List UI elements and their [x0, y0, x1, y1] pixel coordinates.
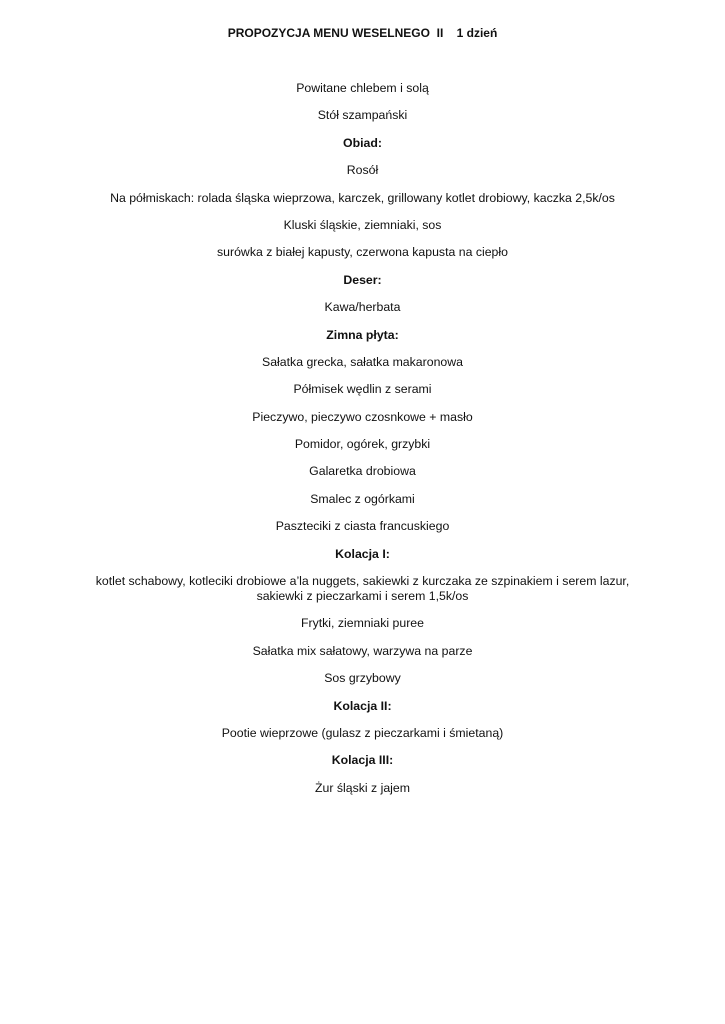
menu-line: Na półmiskach: rolada śląska wieprzowa, karczek, grillowany kotlet drobiowy, kaczka 2,5k/os [110, 190, 615, 205]
section-heading: Kolacja II: [333, 698, 392, 713]
menu-line: Sałatka mix sałatowy, warzywa na parze [252, 643, 473, 658]
menu-line: Powitane chlebem i solą [296, 81, 429, 95]
menu-line: Kluski śląskie, ziemniaki, sos [283, 217, 442, 232]
menu-line: Sos grzybowy [324, 671, 401, 686]
menu-line: kotlet schabowy, kotleciki drobiowe a’la nuggets, sakiewki z kurczaka ze szpinakiem i serem lazur, sakiewki z pieczarkami i serem 1,5k/os [95, 574, 630, 604]
section-heading: Zimna płyta: [326, 327, 399, 342]
menu-line: Pootie wieprzowe (gulasz z pieczarkami i śmietaną) [221, 725, 504, 740]
menu-line: Rosół [346, 163, 379, 178]
menu-line: Pieczywo, pieczywo czosnkowe + masło [252, 409, 473, 424]
menu-line: Smalec z ogórkami [310, 491, 415, 506]
menu-line: Żur śląski z jajem [315, 780, 410, 795]
menu-line: Półmisek wędlin z serami [293, 382, 432, 397]
section-heading: Obiad: [343, 135, 382, 150]
menu-line: Galaretka drobiowa [309, 464, 416, 479]
menu-line: Stół szampański [317, 108, 408, 123]
menu-content [90, 81, 635, 808]
menu-line: surówka z białej kapusty, czerwona kapusta na ciepło [217, 245, 508, 260]
menu-line: Pomidor, ogórek, grzybki [294, 437, 431, 452]
menu-line: Frytki, ziemniaki puree [300, 616, 424, 631]
section-heading: Kolacja I: [335, 546, 390, 561]
menu-line: Sałatka grecka, sałatka makaronowa [262, 354, 463, 369]
menu-line: Paszteciki z ciasta francuskiego [275, 519, 450, 534]
menu-line: Kawa/herbata [324, 300, 401, 315]
section-heading: Deser: [343, 272, 382, 287]
page-title: PROPOZYCJA MENU WESELNEGO II 1 dzień [227, 26, 498, 40]
section-heading: Kolacja III: [331, 753, 394, 768]
